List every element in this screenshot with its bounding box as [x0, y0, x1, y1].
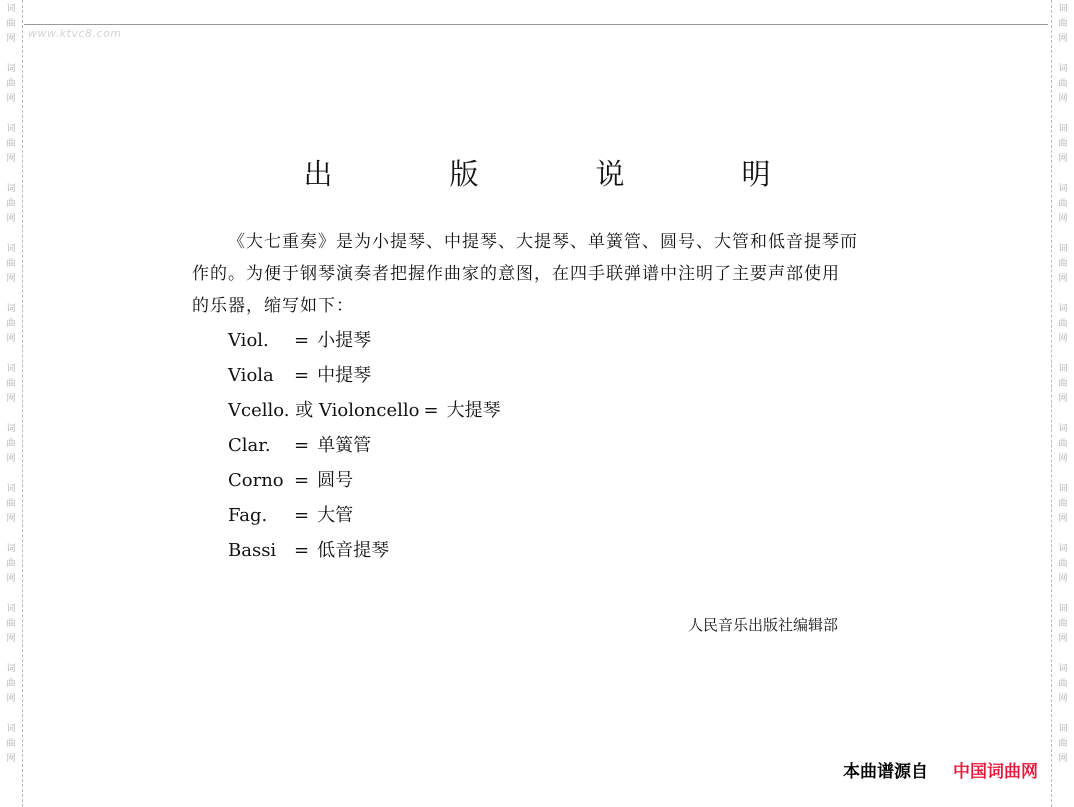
side-watermark	[1052, 302, 1074, 347]
side-watermark-char: 曲	[6, 499, 16, 509]
side-watermark-char: 词	[6, 544, 16, 554]
side-watermark-char: 词	[6, 664, 16, 674]
side-watermark-char: 词	[1058, 64, 1068, 74]
side-watermark-char: 词	[1058, 124, 1068, 134]
side-watermark-char: 网	[6, 694, 16, 704]
side-watermark	[0, 2, 22, 47]
paragraph-line: 《大七重奏》是为小提琴、中提琴、大提琴、单簧管、圆号、大管和低音提琴而	[228, 232, 858, 252]
side-watermark-char: 网	[1058, 574, 1068, 584]
side-watermark-char: 曲	[1058, 379, 1068, 389]
side-watermark-char: 网	[1058, 34, 1068, 44]
side-watermark	[0, 662, 22, 707]
side-watermark-char: 网	[1058, 514, 1068, 524]
side-watermark	[0, 242, 22, 287]
abbreviation-row	[228, 466, 501, 501]
side-watermark-char: 网	[1058, 754, 1068, 764]
side-watermark-char: 网	[1058, 694, 1068, 704]
abbreviation-term: Clar.	[228, 435, 271, 456]
side-watermark-char: 曲	[6, 199, 16, 209]
abbreviation-row	[228, 361, 501, 396]
side-watermark	[1052, 362, 1074, 407]
abbreviation-row	[228, 326, 501, 361]
abbreviation-meaning: 大管	[317, 505, 354, 526]
side-watermark-char: 曲	[6, 379, 16, 389]
side-watermark-char: 网	[6, 154, 16, 164]
side-watermark-char: 词	[6, 484, 16, 494]
side-watermark-char: 曲	[1058, 619, 1068, 629]
paragraph-line: 的乐器，缩写如下：	[192, 296, 354, 316]
publisher-signature: 人民音乐出版社编辑部	[688, 616, 839, 634]
side-watermark-char: 网	[1058, 454, 1068, 464]
side-watermark-char: 网	[1058, 94, 1068, 104]
abbreviation-term: Corno	[228, 470, 284, 491]
side-watermark-char: 词	[6, 4, 16, 14]
side-watermark-char: 词	[1058, 604, 1068, 614]
side-watermark-char: 曲	[1058, 259, 1068, 269]
right-watermark-strip	[1051, 0, 1074, 807]
side-watermark	[0, 422, 22, 467]
side-watermark	[1052, 602, 1074, 647]
side-watermark	[0, 722, 22, 767]
side-watermark-char: 词	[6, 124, 16, 134]
abbreviation-meaning: 单簧管	[317, 435, 372, 456]
footer-source-text: 本曲谱源自	[843, 762, 928, 782]
side-watermark-char: 词	[6, 724, 16, 734]
side-watermark-char: 网	[1058, 274, 1068, 284]
side-watermark-char: 网	[1058, 634, 1068, 644]
side-watermark	[0, 482, 22, 527]
side-watermark-char: 词	[6, 604, 16, 614]
side-watermark-char: 网	[1058, 394, 1068, 404]
side-watermark-char: 词	[1058, 364, 1068, 374]
abbreviation-list	[228, 326, 501, 571]
side-watermark-char: 曲	[6, 739, 16, 749]
abbreviation-term: Vcello. 或 Violoncello	[228, 400, 420, 421]
side-watermark-char: 词	[6, 64, 16, 74]
side-watermark-char: 曲	[1058, 139, 1068, 149]
side-watermark-char: 曲	[6, 19, 16, 29]
side-watermark-char: 网	[6, 634, 16, 644]
top-rule	[24, 24, 1048, 25]
side-watermark-char: 曲	[6, 139, 16, 149]
side-watermark-char: 曲	[1058, 679, 1068, 689]
abbreviation-row	[228, 396, 501, 431]
abbreviation-row	[228, 501, 501, 536]
side-watermark	[0, 602, 22, 647]
abbreviation-term: Fag.	[228, 505, 268, 526]
side-watermark	[0, 362, 22, 407]
side-watermark-char: 曲	[6, 619, 16, 629]
abbreviation-term: Bassi	[228, 540, 277, 561]
abbreviation-meaning: 低音提琴	[317, 540, 390, 561]
side-watermark-char: 曲	[6, 319, 16, 329]
side-watermark-char: 网	[6, 334, 16, 344]
side-watermark-char: 词	[6, 304, 16, 314]
side-watermark-char: 曲	[6, 559, 16, 569]
side-watermark-char: 词	[1058, 724, 1068, 734]
side-watermark-char: 网	[6, 514, 16, 524]
side-watermark-char: 词	[1058, 4, 1068, 14]
side-watermark-char: 词	[6, 184, 16, 194]
side-watermark-char: 曲	[1058, 559, 1068, 569]
side-watermark-char: 曲	[1058, 499, 1068, 509]
side-watermark-char: 词	[6, 424, 16, 434]
side-watermark-char: 网	[1058, 154, 1068, 164]
side-watermark-char: 网	[1058, 334, 1068, 344]
site-watermark: www.ktvc8.com	[28, 27, 122, 40]
footer-brand-link[interactable]: 中国词曲网	[953, 762, 1038, 782]
left-watermark-strip	[0, 0, 23, 807]
side-watermark	[1052, 722, 1074, 767]
abbreviation-meaning: 小提琴	[317, 330, 372, 351]
equals-sign: =	[423, 400, 439, 421]
intro-paragraph	[192, 226, 892, 322]
abbreviation-term: Viol.	[228, 330, 269, 351]
equals-sign: =	[294, 365, 310, 386]
side-watermark-char: 网	[6, 274, 16, 284]
side-watermark	[1052, 662, 1074, 707]
equals-sign: =	[294, 540, 310, 561]
side-watermark-char: 网	[1058, 214, 1068, 224]
side-watermark-char: 网	[6, 574, 16, 584]
side-watermark-char: 网	[6, 34, 16, 44]
side-watermark	[1052, 62, 1074, 107]
equals-sign: =	[294, 330, 310, 351]
abbreviation-meaning: 大提琴	[446, 400, 501, 421]
side-watermark-char: 曲	[1058, 19, 1068, 29]
side-watermark-char: 曲	[1058, 199, 1068, 209]
abbreviation-term: Viola	[228, 365, 274, 386]
side-watermark-char: 词	[1058, 424, 1068, 434]
side-watermark-char: 曲	[6, 79, 16, 89]
side-watermark	[1052, 422, 1074, 467]
side-watermark-char: 曲	[1058, 739, 1068, 749]
equals-sign: =	[294, 470, 310, 491]
equals-sign: =	[294, 505, 310, 526]
side-watermark-char: 网	[6, 214, 16, 224]
abbreviation-meaning: 圆号	[317, 470, 354, 491]
side-watermark-char: 网	[6, 454, 16, 464]
side-watermark	[0, 302, 22, 347]
side-watermark-char: 词	[1058, 184, 1068, 194]
side-watermark-char: 曲	[1058, 79, 1068, 89]
side-watermark-char: 词	[1058, 544, 1068, 554]
side-watermark-char: 网	[6, 94, 16, 104]
side-watermark	[1052, 542, 1074, 587]
side-watermark-char: 词	[1058, 244, 1068, 254]
abbreviation-meaning: 中提琴	[317, 365, 372, 386]
side-watermark-char: 曲	[1058, 319, 1068, 329]
side-watermark-char: 词	[1058, 304, 1068, 314]
page-title: 出 版 说 明	[303, 157, 815, 191]
side-watermark-char: 词	[6, 244, 16, 254]
equals-sign: =	[294, 435, 310, 456]
side-watermark	[1052, 2, 1074, 47]
abbreviation-row	[228, 431, 501, 466]
side-watermark	[0, 542, 22, 587]
side-watermark	[1052, 242, 1074, 287]
paragraph-line: 作的。为便于钢琴演奏者把握作曲家的意图，在四手联弹谱中注明了主要声部使用	[192, 264, 840, 284]
side-watermark-char: 曲	[1058, 439, 1068, 449]
side-watermark-char: 词	[6, 364, 16, 374]
side-watermark-char: 词	[1058, 664, 1068, 674]
abbreviation-row	[228, 536, 501, 571]
side-watermark-char: 词	[1058, 484, 1068, 494]
side-watermark-char: 网	[6, 754, 16, 764]
side-watermark-char: 曲	[6, 259, 16, 269]
side-watermark-char: 曲	[6, 679, 16, 689]
side-watermark	[1052, 482, 1074, 527]
side-watermark-char: 网	[6, 394, 16, 404]
side-watermark-char: 曲	[6, 439, 16, 449]
side-watermark	[0, 62, 22, 107]
